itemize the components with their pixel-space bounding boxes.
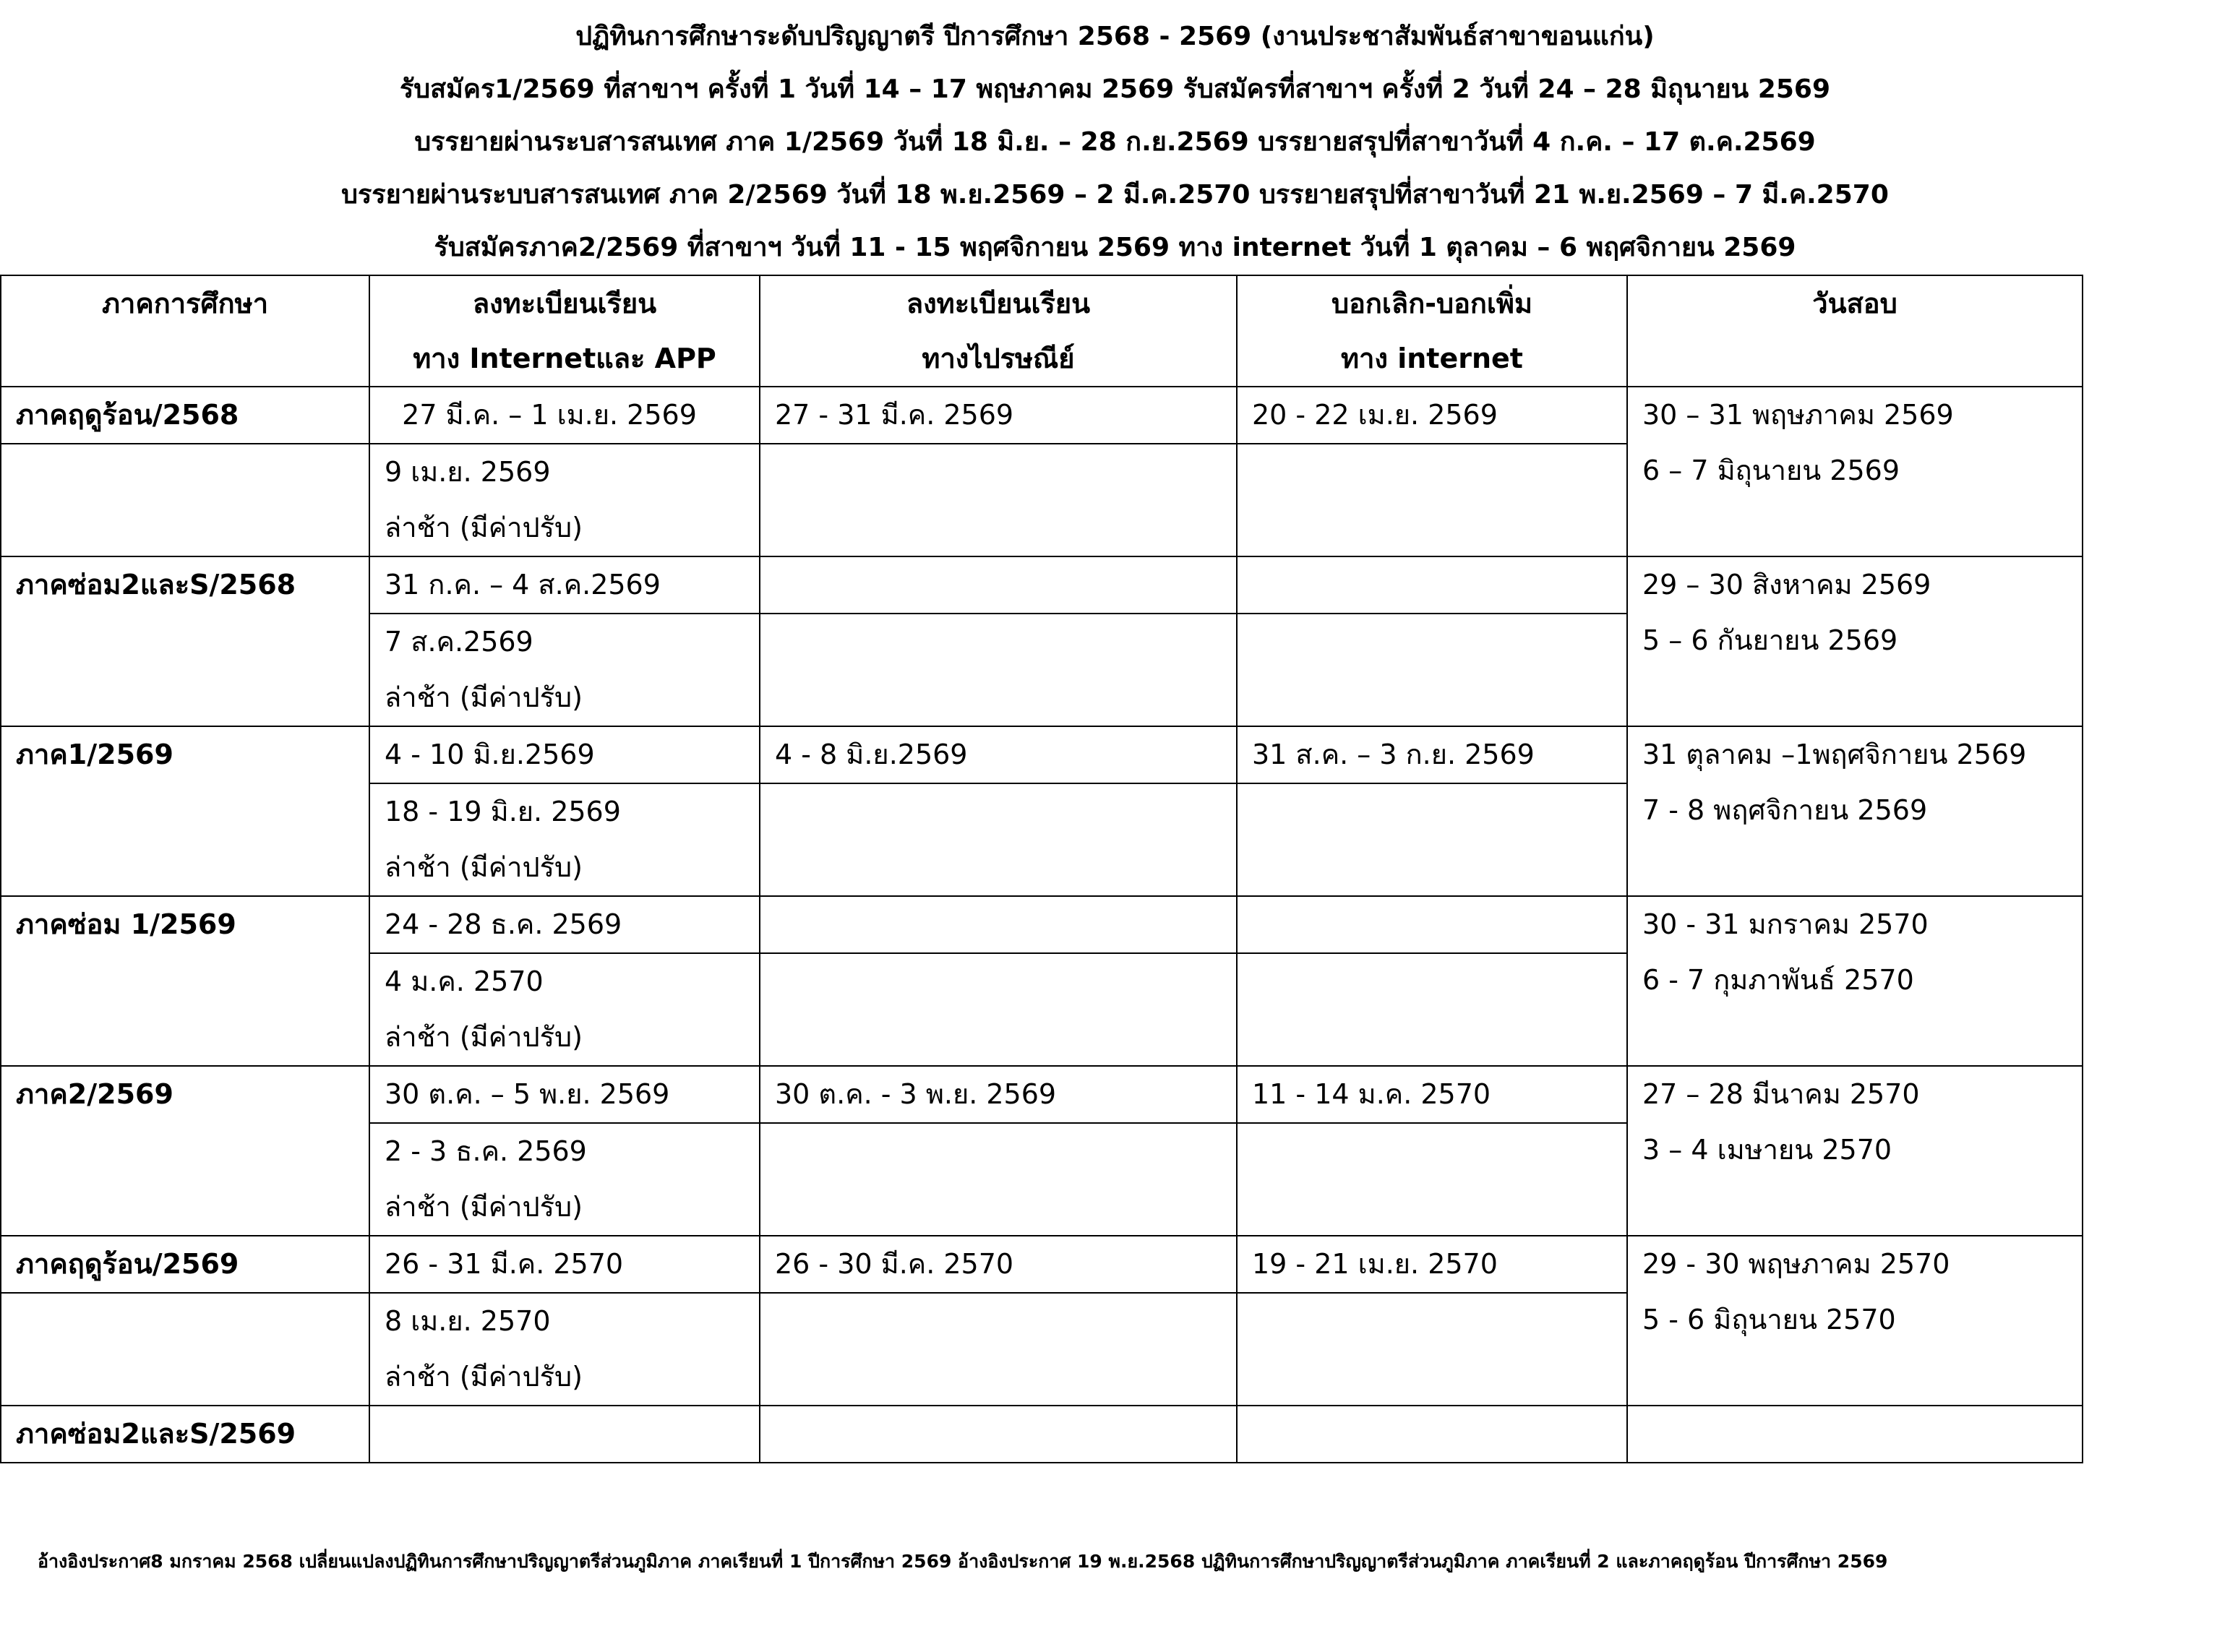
table-row-last [1, 1406, 2083, 1463]
header-exam-date: วันสอบ [1627, 275, 2083, 387]
add-drop-cell [1237, 896, 1627, 953]
internet-reg-cell: 26 - 31 มี.ค. 2570 [369, 1236, 760, 1293]
internet-reg-cell: 31 ก.ค. – 4 ส.ค.2569 [369, 556, 760, 614]
add-drop-cell [1237, 556, 1627, 614]
term-cell-empty [1, 1293, 369, 1406]
header-add-drop: บอกเลิก-บอกเพิ่ม ทาง internet [1237, 275, 1627, 387]
add-drop-late-cell [1237, 444, 1627, 556]
term-cell: ภาคซ่อม 1/2569 [1, 896, 369, 1066]
postal-reg-cell: 27 - 31 มี.ค. 2569 [760, 387, 1237, 444]
add-drop-late-cell [1237, 783, 1627, 896]
postal-reg-cell-empty [760, 1406, 1237, 1463]
table-header-row [1, 275, 2083, 387]
exam-date-cell-empty [1627, 1406, 2083, 1463]
late-reg-cell: 7 ส.ค.2569 ล่าช้า (มีค่าปรับ) [369, 614, 760, 726]
term-cell: ภาคซ่อม2และS/2568 [1, 556, 369, 726]
header-line-application-term2: รับสมัครภาค2/2569 ที่สาขาฯ วันที่ 11 - 15 พฤศจิกายน 2569 ทาง internet วันที่ 1 ตุลาคม – 6 พฤศจิกายน 2569 [434, 233, 1796, 262]
table-row [1, 726, 2083, 783]
exam-date-cell: 27 – 28 มีนาคม 2570 3 – 4 เมษายน 2570 [1627, 1066, 2083, 1236]
postal-late-cell [760, 614, 1237, 726]
term-cell: ภาค1/2569 [1, 726, 369, 896]
postal-late-cell [760, 1293, 1237, 1406]
internet-reg-cell: 27 มี.ค. – 1 เม.ย. 2569 [369, 387, 760, 444]
document-header [0, 10, 2230, 274]
header-postal-registration: ลงทะเบียนเรียน ทางไปรษณีย์ [760, 275, 1237, 387]
header-term: ภาคการศึกษา [1, 275, 369, 387]
term-cell: ภาคฤดูร้อน/2569 [1, 1236, 369, 1293]
table-row [1, 387, 2083, 444]
internet-reg-cell-empty [369, 1406, 760, 1463]
add-drop-cell: 19 - 21 เม.ย. 2570 [1237, 1236, 1627, 1293]
postal-reg-cell: 30 ต.ค. - 3 พ.ย. 2569 [760, 1066, 1237, 1123]
exam-date-cell: 31 ตุลาคม –1พฤศจิกายน 2569 7 - 8 พฤศจิกายน 2569 [1627, 726, 2083, 896]
add-drop-late-cell [1237, 953, 1627, 1066]
postal-late-cell [760, 444, 1237, 556]
internet-reg-cell: 4 - 10 มิ.ย.2569 [369, 726, 760, 783]
exam-date-cell: 30 – 31 พฤษภาคม 2569 6 – 7 มิถุนายน 2569 [1627, 387, 2083, 556]
table-row [1, 556, 2083, 614]
academic-calendar-table [0, 275, 2083, 1463]
term-cell: ภาคซ่อม2และS/2569 [1, 1406, 369, 1463]
header-line-lecture-term2: บรรยายผ่านระบบสารสนเทศ ภาค 2/2569 วันที่ 18 พ.ย.2569 – 2 มี.ค.2570 บรรยายสรุปที่สาขาวันที่ 21 พ.ย.2569 – 7 มี.ค.2570 [341, 180, 1889, 210]
postal-reg-cell: 4 - 8 มิ.ย.2569 [760, 726, 1237, 783]
header-line-title: ปฏิทินการศึกษาระดับปริญญาตรี ปีการศึกษา 2568 - 2569 (งานประชาสัมพันธ์สาขาขอนแก่น) [575, 22, 1655, 51]
internet-reg-cell: 24 - 28 ธ.ค. 2569 [369, 896, 760, 953]
exam-date-cell: 30 - 31 มกราคม 2570 6 - 7 กุมภาพันธ์ 2570 [1627, 896, 2083, 1066]
header-line-lecture-term1: บรรยายผ่านระบสารสนเทศ ภาค 1/2569 วันที่ 18 มิ.ย. – 28 ก.ย.2569 บรรยายสรุปที่สาขาวันที่ 4 ก.ค. – 17 ต.ค.2569 [414, 127, 1816, 157]
internet-reg-cell: 30 ต.ค. – 5 พ.ย. 2569 [369, 1066, 760, 1123]
add-drop-cell-empty [1237, 1406, 1627, 1463]
postal-late-cell [760, 953, 1237, 1066]
postal-late-cell [760, 1123, 1237, 1236]
postal-reg-cell [760, 896, 1237, 953]
late-reg-cell: 9 เม.ย. 2569 ล่าช้า (มีค่าปรับ) [369, 444, 760, 556]
postal-late-cell [760, 783, 1237, 896]
add-drop-cell: 31 ส.ค. – 3 ก.ย. 2569 [1237, 726, 1627, 783]
postal-reg-cell: 26 - 30 มี.ค. 2570 [760, 1236, 1237, 1293]
add-drop-late-cell [1237, 1293, 1627, 1406]
reference-footnote: อ้างอิงประกาศ8 มกราคม 2568 เปลี่ยนแปลงปฏิทินการศึกษาปริญญาตรีส่วนภูมิภาค ภาคเรียนที่ 1 ปีการศึกษา 2569 อ้างอิงประกาศ 19 พ.ย.2568 ปฏิทินการศึกษาปริญญาตรีส่วนภูมิภาค ภาคเรียนที่ 2 และภาคฤดูร้อน ปีการศึกษา 2569 [38, 1551, 1888, 1572]
late-reg-cell: 8 เม.ย. 2570 ล่าช้า (มีค่าปรับ) [369, 1293, 760, 1406]
header-line-application: รับสมัคร1/2569 ที่สาขาฯ ครั้งที่ 1 วันที่ 14 – 17 พฤษภาคม 2569 รับสมัครที่สาขาฯ ครั้งที่ 2 วันที่ 24 – 28 มิถุนายน 2569 [399, 74, 1831, 104]
add-drop-late-cell [1237, 1123, 1627, 1236]
exam-date-cell: 29 – 30 สิงหาคม 2569 5 – 6 กันยายน 2569 [1627, 556, 2083, 726]
table-row [1, 896, 2083, 953]
header-internet-registration: ลงทะเบียนเรียน ทาง Internetและ APP [369, 275, 760, 387]
add-drop-cell: 20 - 22 เม.ย. 2569 [1237, 387, 1627, 444]
add-drop-cell: 11 - 14 ม.ค. 2570 [1237, 1066, 1627, 1123]
add-drop-late-cell [1237, 614, 1627, 726]
late-reg-cell: 18 - 19 มิ.ย. 2569 ล่าช้า (มีค่าปรับ) [369, 783, 760, 896]
table-row [1, 1066, 2083, 1123]
term-cell: ภาค2/2569 [1, 1066, 369, 1236]
term-cell-empty [1, 444, 369, 556]
late-reg-cell: 2 - 3 ธ.ค. 2569 ล่าช้า (มีค่าปรับ) [369, 1123, 760, 1236]
exam-date-cell: 29 - 30 พฤษภาคม 2570 5 - 6 มิถุนายน 2570 [1627, 1236, 2083, 1406]
term-cell: ภาคฤดูร้อน/2568 [1, 387, 369, 444]
postal-reg-cell [760, 556, 1237, 614]
table-row [1, 1236, 2083, 1293]
late-reg-cell: 4 ม.ค. 2570 ล่าช้า (มีค่าปรับ) [369, 953, 760, 1066]
